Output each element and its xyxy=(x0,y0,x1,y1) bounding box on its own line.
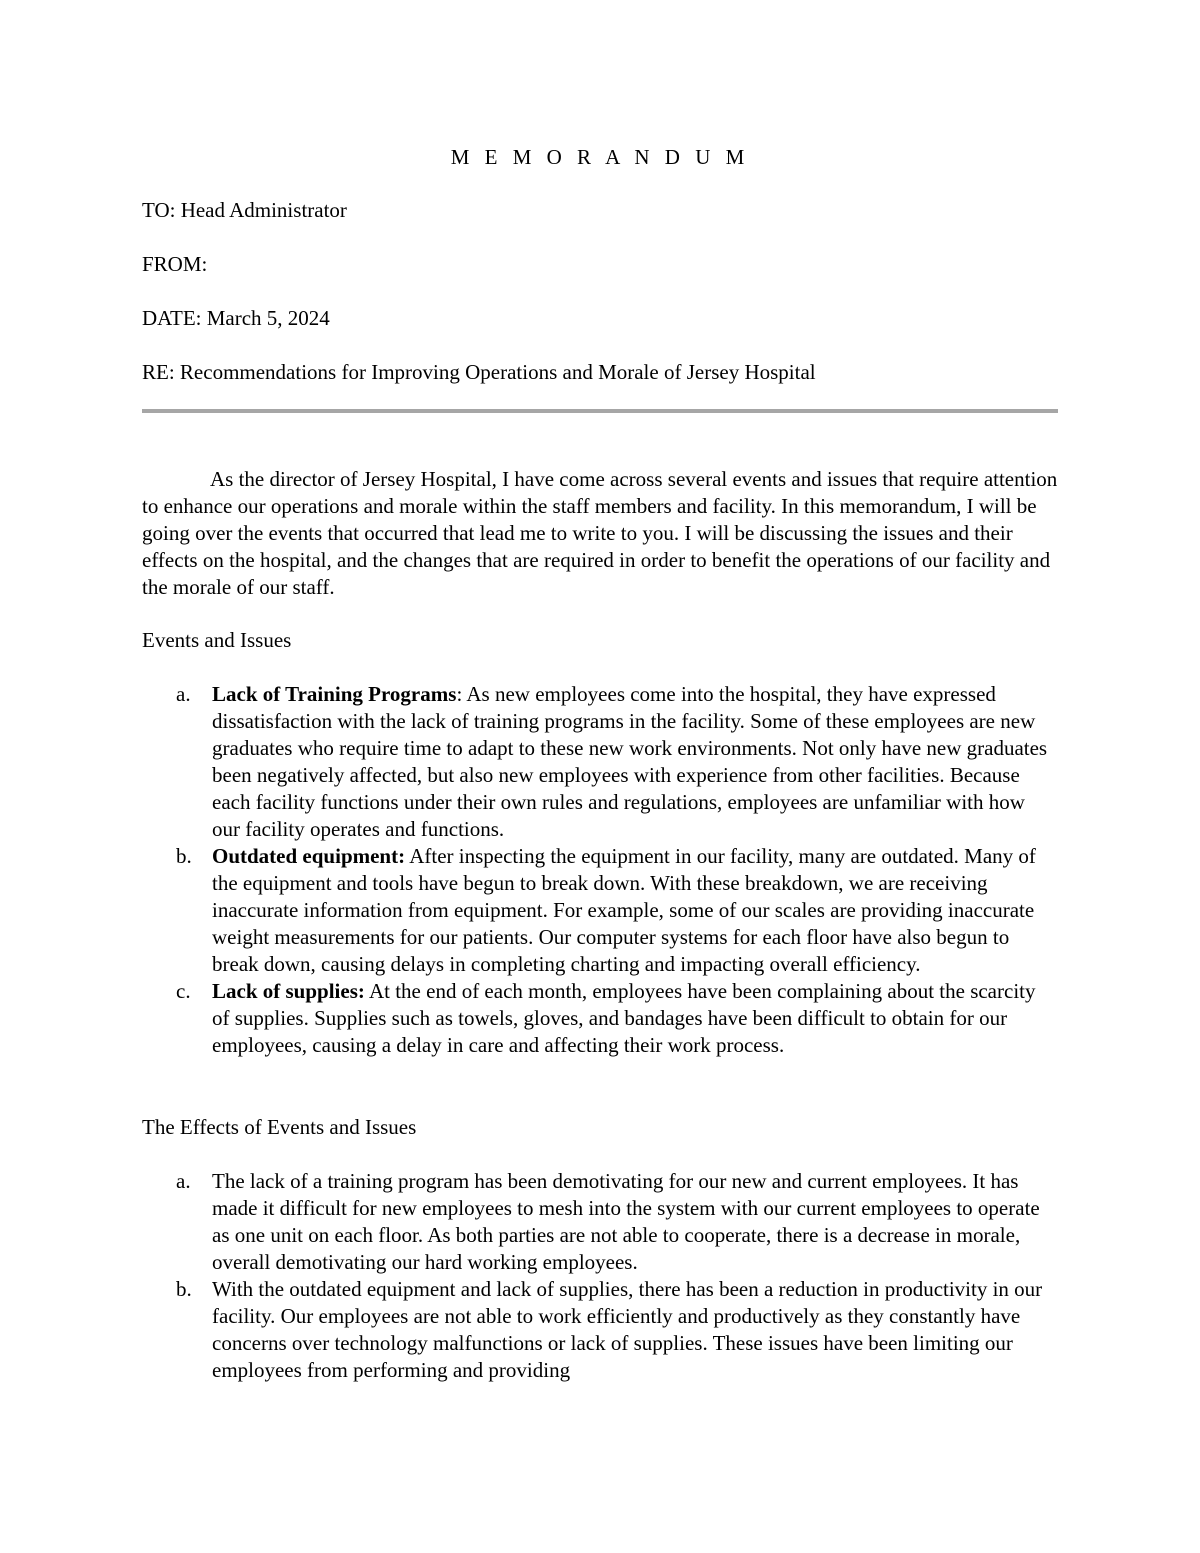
item-title: Outdated equipment: xyxy=(212,844,406,868)
list-item xyxy=(142,1168,1058,1276)
list-marker: c. xyxy=(176,979,191,1003)
effects-heading: The Effects of Events and Issues xyxy=(142,1115,417,1139)
memo-date-line: DATE: March 5, 2024 xyxy=(142,306,330,330)
memo-subject-line: RE: Recommendations for Improving Operations and Morale of Jersey Hospital xyxy=(142,360,816,384)
item-text: At the end of each month, employees have been complaining about the scarcity of supplies. Supplies such as towels, gloves, and bandages have been difficult to obtain for our employees, causing a delay in care and affecting their work process. xyxy=(212,979,1036,1057)
memo-title: M E M O R A N D U M xyxy=(450,145,750,169)
list-marker: a. xyxy=(176,682,191,706)
memo-from-line: FROM: xyxy=(142,252,208,276)
list-item xyxy=(142,978,1058,1059)
events-heading: Events and Issues xyxy=(142,628,292,652)
header-divider xyxy=(142,409,1058,413)
list-item xyxy=(142,843,1058,978)
list-item xyxy=(142,681,1058,843)
memo-to-line: TO: Head Administrator xyxy=(142,198,347,222)
item-text: With the outdated equipment and lack of supplies, there has been a reduction in productivity in our facility. Our employees are not able to work efficiently and productively as they constantly have concerns over technology malfunctions or lack of supplies. These issues have been limiting our employees from performing and providing xyxy=(212,1277,1043,1382)
events-list xyxy=(142,681,1058,1059)
item-text: : As new employees come into the hospital, they have expressed dissatisfaction with the lack of training programs in the facility. Some of these employees are new graduates who require time to adapt to these new work environments. Not only have new graduates been negatively affected, but also new employees with experience from other facilities. Because each facility functions under their own rules and regulations, employees are unfamiliar with how our facility operates and functions. xyxy=(212,682,1048,841)
list-marker: b. xyxy=(176,844,192,868)
item-text: After inspecting the equipment in our facility, many are outdated. Many of the equipment and tools have begun to break down. With these breakdown, we are receiving inaccurate information from equipment. For example, some of our scales are providing inaccurate weight measurements for our patients. Our computer systems for each floor have also begun to break down, causing delays in completing charting and impacting overall efficiency. xyxy=(212,844,1036,976)
item-text: The lack of a training program has been demotivating for our new and current employees. It has made it difficult for new employees to mesh into the system with our current employees to operate as one unit on each floor. As both parties are not able to cooperate, there is a decrease in morale, overall demotivating our hard working employees. xyxy=(212,1169,1040,1274)
list-marker: b. xyxy=(176,1277,192,1301)
intro-paragraph: As the director of Jersey Hospital, I have come across several events and issues that require attention to enhance our operations and morale within the staff members and facility. In this memorandum, I will be going over the events that occurred that lead me to write to you. I will be discussing the issues and their effects on the hospital, and the changes that are required in order to benefit the operations of our facility and the morale of our staff. xyxy=(142,467,1058,599)
item-title: Lack of supplies: xyxy=(212,979,365,1003)
effects-list xyxy=(142,1168,1058,1384)
list-item xyxy=(142,1276,1058,1384)
item-title: Lack of Training Programs xyxy=(212,682,457,706)
list-marker: a. xyxy=(176,1169,191,1193)
